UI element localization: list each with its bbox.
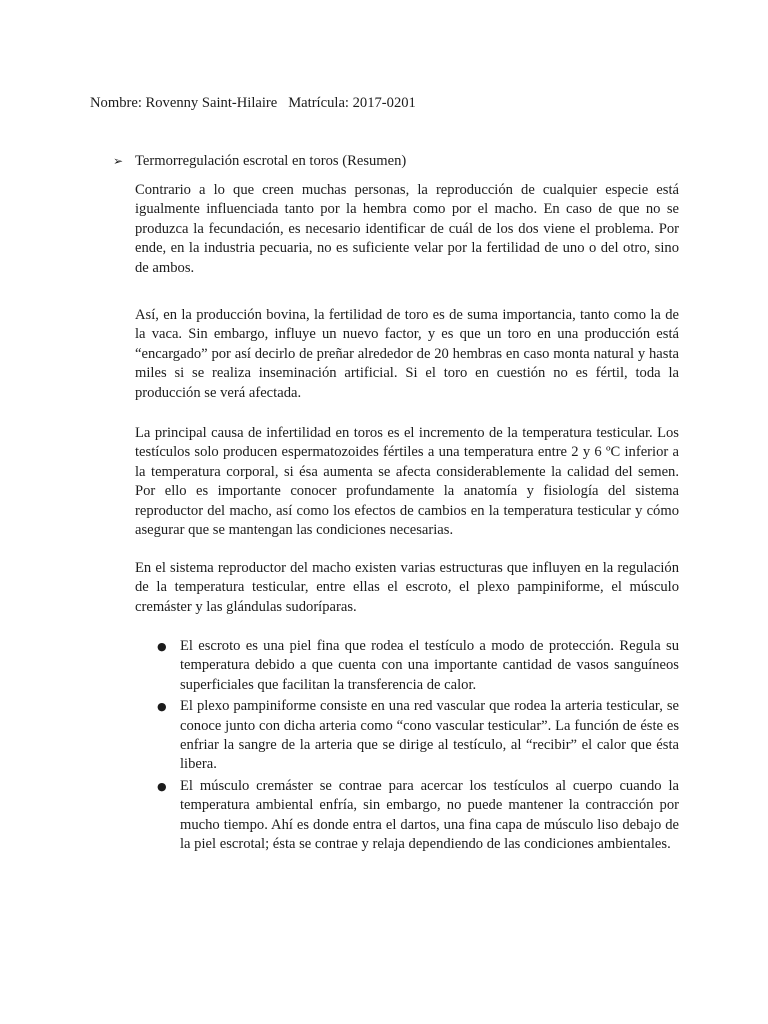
student-header: Nombre: Rovenny Saint-Hilaire Matrícula: 2017-0201 (90, 95, 416, 111)
list-item (157, 777, 679, 855)
paragraph-1: Contrario a lo que creen muchas personas, la reproducción de cualquier especie está igualmente influenciada tanto por la hembra como por el macho. En caso de que no se produzca la fecundación, es necesario identificar de cuál de los dos viene el problema. Por ende, en la industria pecuaria, no es suficiente velar por la fertilidad de uno o del otro, sino de ambos. (135, 182, 679, 276)
list-item-text: El músculo cremáster se contrae para acercar los testículos al cuerpo cuando la temperatura ambiental enfría, sin embargo, no puede mantener la contracción por mucho tiempo. Ahí es donde entra el dartos, una fina capa de músculo liso debajo de la piel escrotal; ésta se contrae y relaja dependiendo de las condiciones ambientales. (180, 777, 679, 853)
bullet-dot-icon: ● (157, 700, 167, 714)
list-item (157, 637, 679, 695)
bullet-dot-icon: ● (157, 640, 167, 653)
section-title: Termorregulación escrotal en toros (Resumen) (135, 153, 407, 169)
paragraph-3: La principal causa de infertilidad en toros es el incremento de la temperatura testicular. Los testículos solo producen espermatozoides fértiles a una temperatura entre 2 y 6 ºC inferior a la temperatura corporal, si ésa aumenta se afecta considerablemente la calidad del semen. Por ello es importante conocer profundamente la anatomía y fisiología del sistema reproductor del macho, así como los efectos de cambios en la temperatura testicular y cómo asegurar que se mantengan las condiciones necesarias. (135, 425, 679, 539)
list-item-text: El escroto es una piel fina que rodea el testículo a modo de protección. Regula su temperatura debido a que cuenta con una importante cantidad de vasos sanguíneos superficiales que facilitan la transferencia de calor. (180, 638, 679, 693)
list-item-text: El plexo pampiniforme consiste en una red vascular que rodea la arteria testicular, se conoce junto con dicha arteria como “cono vascular testicular”. La función de éste es enfriar la sangre de la arteria que se dirige al testículo, al “recibir” el calor que ésta libera. (180, 698, 679, 773)
paragraph-2: Así, en la producción bovina, la fertilidad de toro es de suma importancia, tanto como la de la vaca. Sin embargo, influye un nuevo factor, y es que un toro en una producción está “encargado” por así decirlo de preñar alrededor de 20 hembras en caso monta natural y hasta miles si se realiza inseminación artificial. Si el toro en cuestión no es fértil, toda la producción se verá afectada. (135, 307, 679, 401)
list-item (157, 697, 679, 775)
bullet-dot-icon: ● (157, 779, 167, 793)
paragraph-4: En el sistema reproductor del macho existen varias estructuras que influyen en la regulación de la temperatura testicular, entre ellas el escroto, el plexo pampiniforme, el músculo cremáster y las glándulas sudoríparas. (135, 560, 679, 615)
bullet-list (157, 637, 679, 856)
arrow-bullet-icon: ➢ (113, 154, 124, 168)
